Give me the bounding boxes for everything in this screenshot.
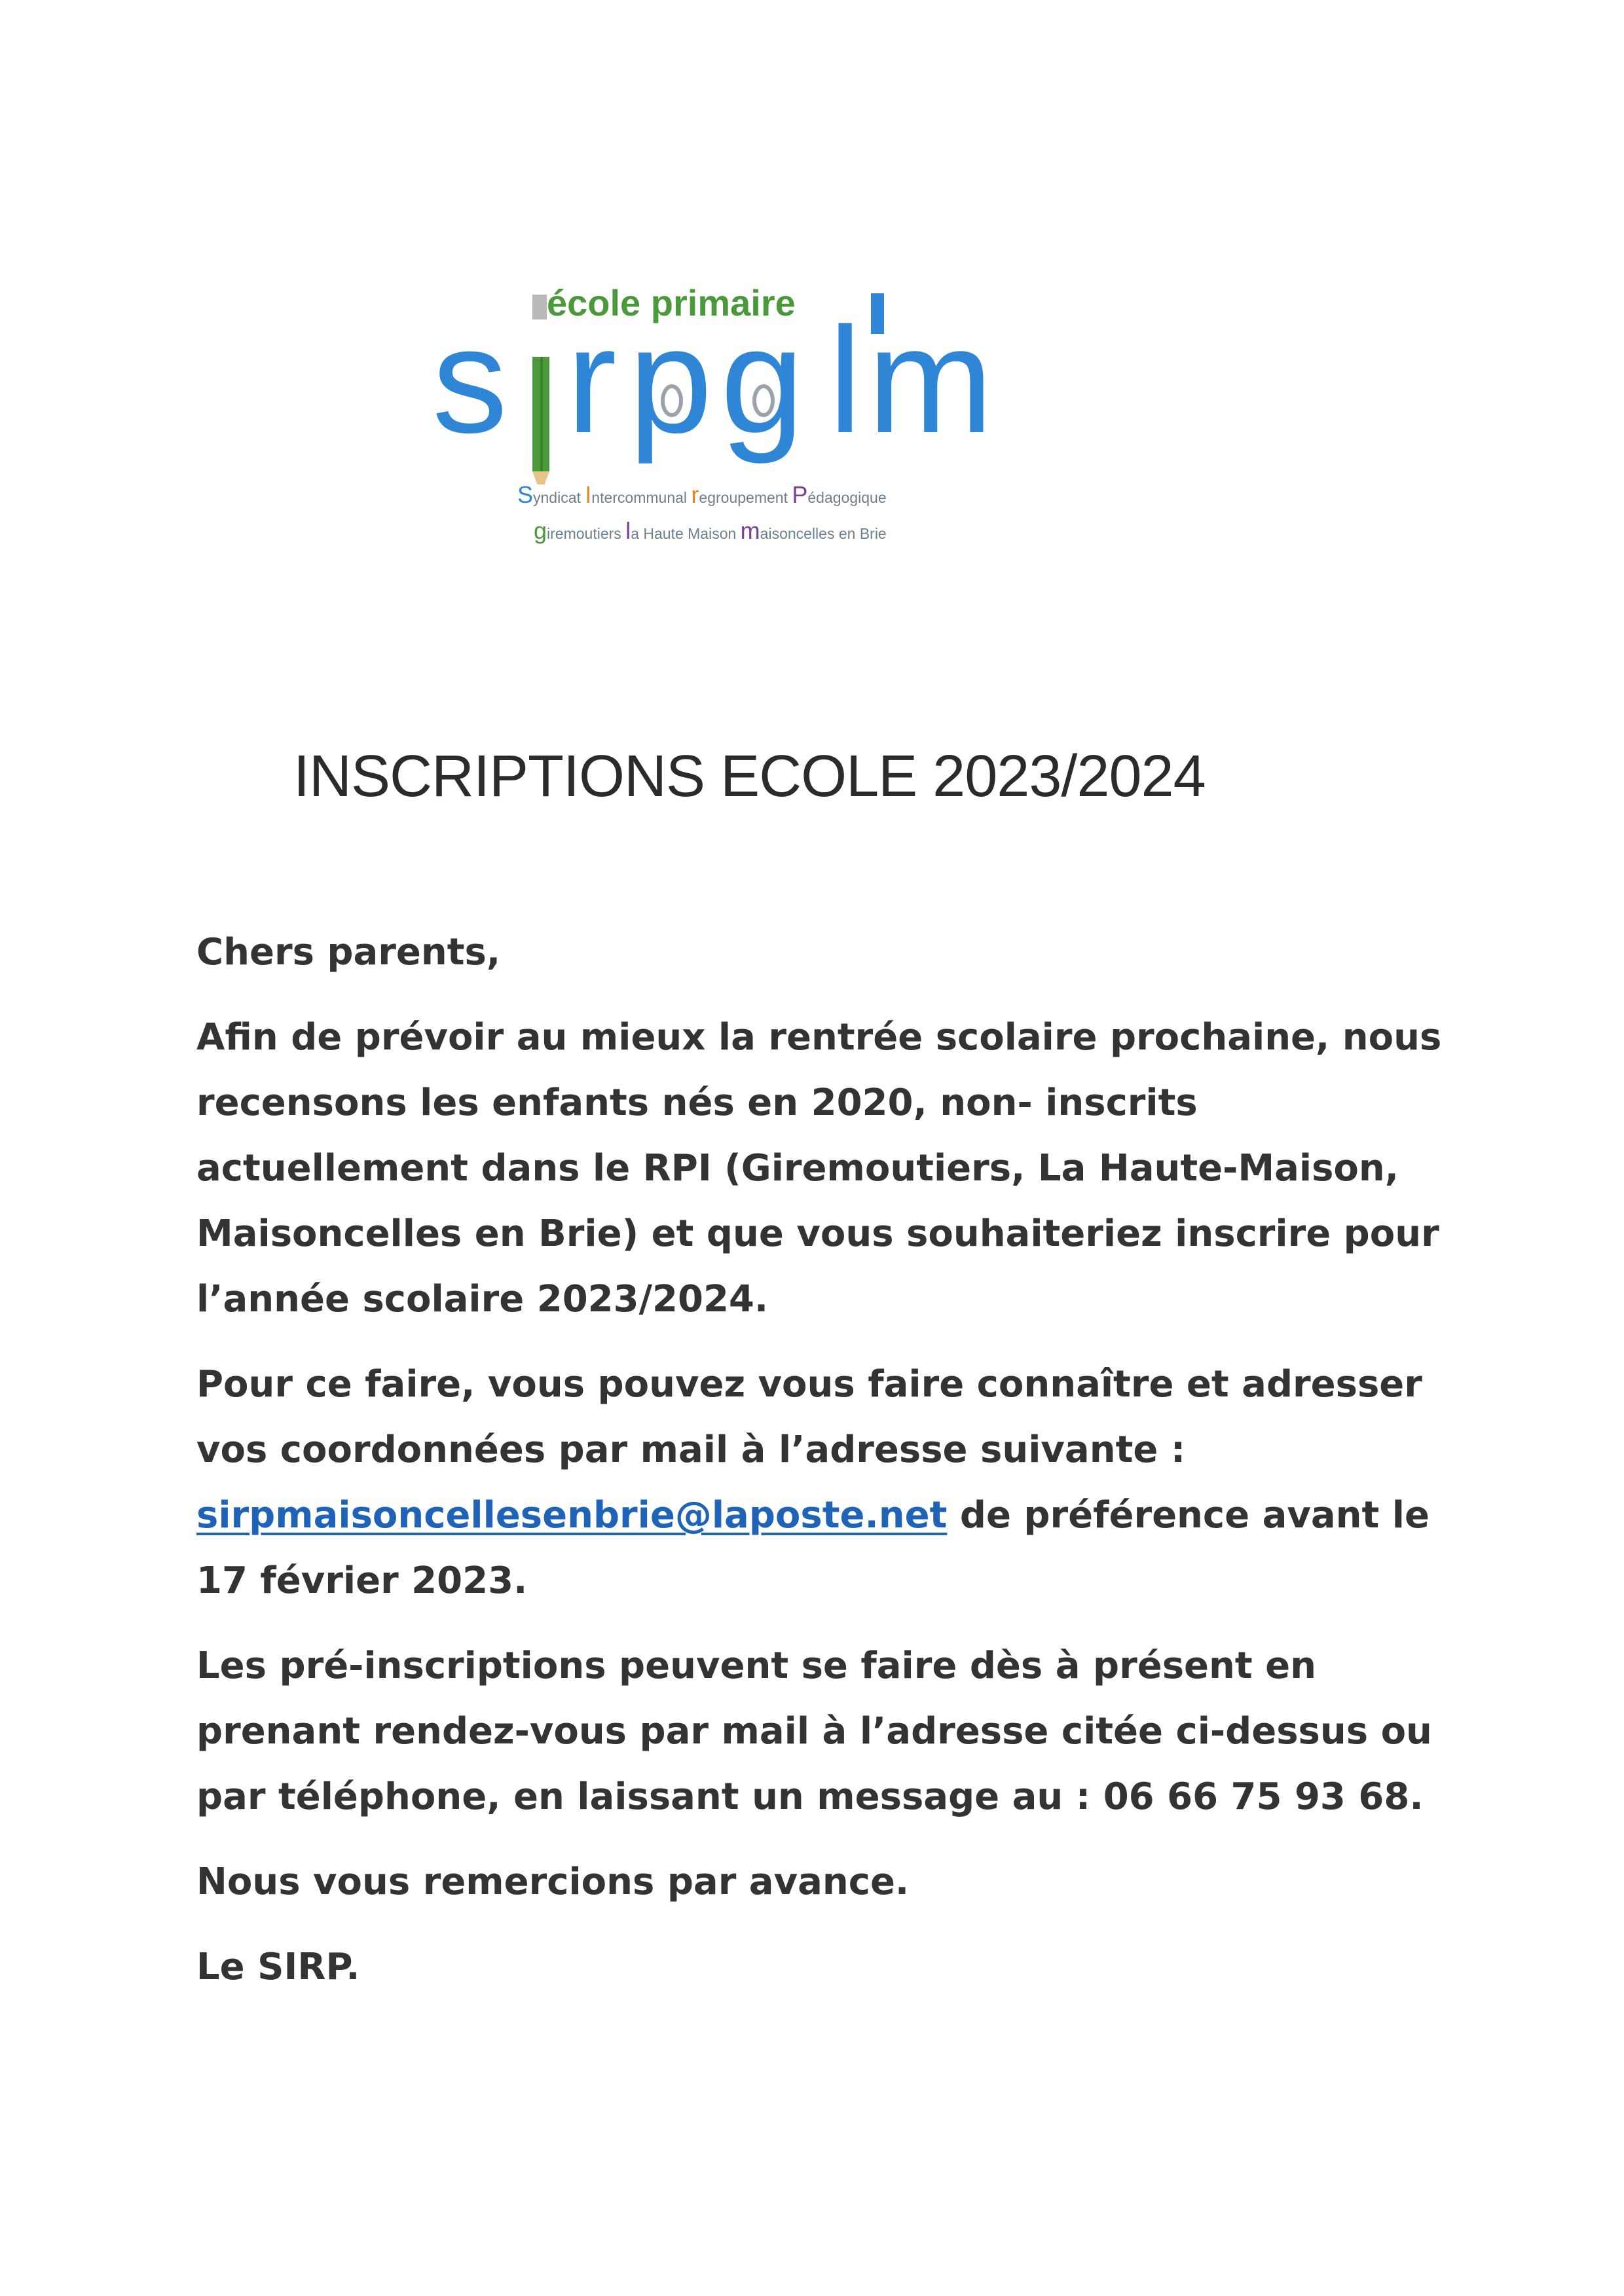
logo-tagline: école primaire	[547, 282, 796, 323]
pencil-icon	[532, 357, 549, 484]
greeting-text: Chers parents,	[196, 931, 501, 974]
paragraph-line: Maisoncelles en Brie) et que vous souhaiteriez inscrire pour	[196, 1212, 1439, 1255]
paragraph-line: Les pré-inscriptions peuvent se faire dès à présent en	[196, 1645, 1316, 1687]
paragraph-line: vos coordonnées par mail à l’adresse suivante :	[196, 1429, 1186, 1471]
paragraph-preregistration	[196, 1633, 1454, 1830]
children-figures-icon	[663, 386, 773, 415]
deadline-text: de préférence avant le	[947, 1494, 1430, 1537]
thanks	[196, 1850, 1454, 1915]
greeting	[196, 920, 1454, 985]
paragraph-census	[196, 1005, 1454, 1332]
logo-letter-p: p	[629, 308, 712, 464]
logo-letter-g: g	[720, 308, 804, 464]
logo-letter-l: l	[828, 308, 862, 464]
thanks-text: Nous vous remercions par avance.	[196, 1861, 910, 1903]
paragraph-line: l’année scolaire 2023/2024.	[196, 1278, 769, 1321]
signature	[196, 1935, 1454, 2000]
paragraph-line: Pour ce faire, vous pouvez vous faire connaître et adresser	[196, 1363, 1422, 1406]
paragraph-line: actuellement dans le RPI (Giremoutiers, La Haute-Maison,	[196, 1147, 1399, 1190]
logo-subtitle-line-1: Syndicat Intercommunal regroupement Pédagogique	[517, 481, 887, 508]
sirpglm-logo	[432, 282, 1054, 556]
paragraph-contact	[196, 1352, 1454, 1614]
letter-body	[196, 920, 1454, 2020]
signature-text: Le SIRP.	[196, 1946, 360, 1988]
logo-letter-r: r	[566, 308, 617, 464]
logo-wordmark	[432, 308, 1054, 484]
logo-subtitle-line-2: giremoutiers la Haute Maison maisoncelles en Brie	[534, 517, 887, 544]
logo-letter-m: m	[868, 308, 993, 464]
page-title: INSCRIPTIONS ECOLE 2023/2024	[293, 744, 1206, 809]
paragraph-line: prenant rendez-vous par mail à l’adresse citée ci-dessus ou	[196, 1710, 1432, 1753]
paragraph-line: Afin de prévoir au mieux la rentrée scolaire prochaine, nous	[196, 1016, 1442, 1059]
email-link[interactable]: sirpmaisoncellesenbrie@laposte.net	[196, 1494, 948, 1537]
paragraph-line: 17 février 2023.	[196, 1559, 528, 1602]
email-line	[196, 1483, 1454, 1548]
paragraph-line: par téléphone, en laissant un message au : 06 66 75 93 68.	[196, 1776, 1424, 1818]
logo-letter-s: s	[432, 308, 507, 464]
paragraph-line: recensons les enfants nés en 2020, non- inscrits	[196, 1082, 1198, 1124]
